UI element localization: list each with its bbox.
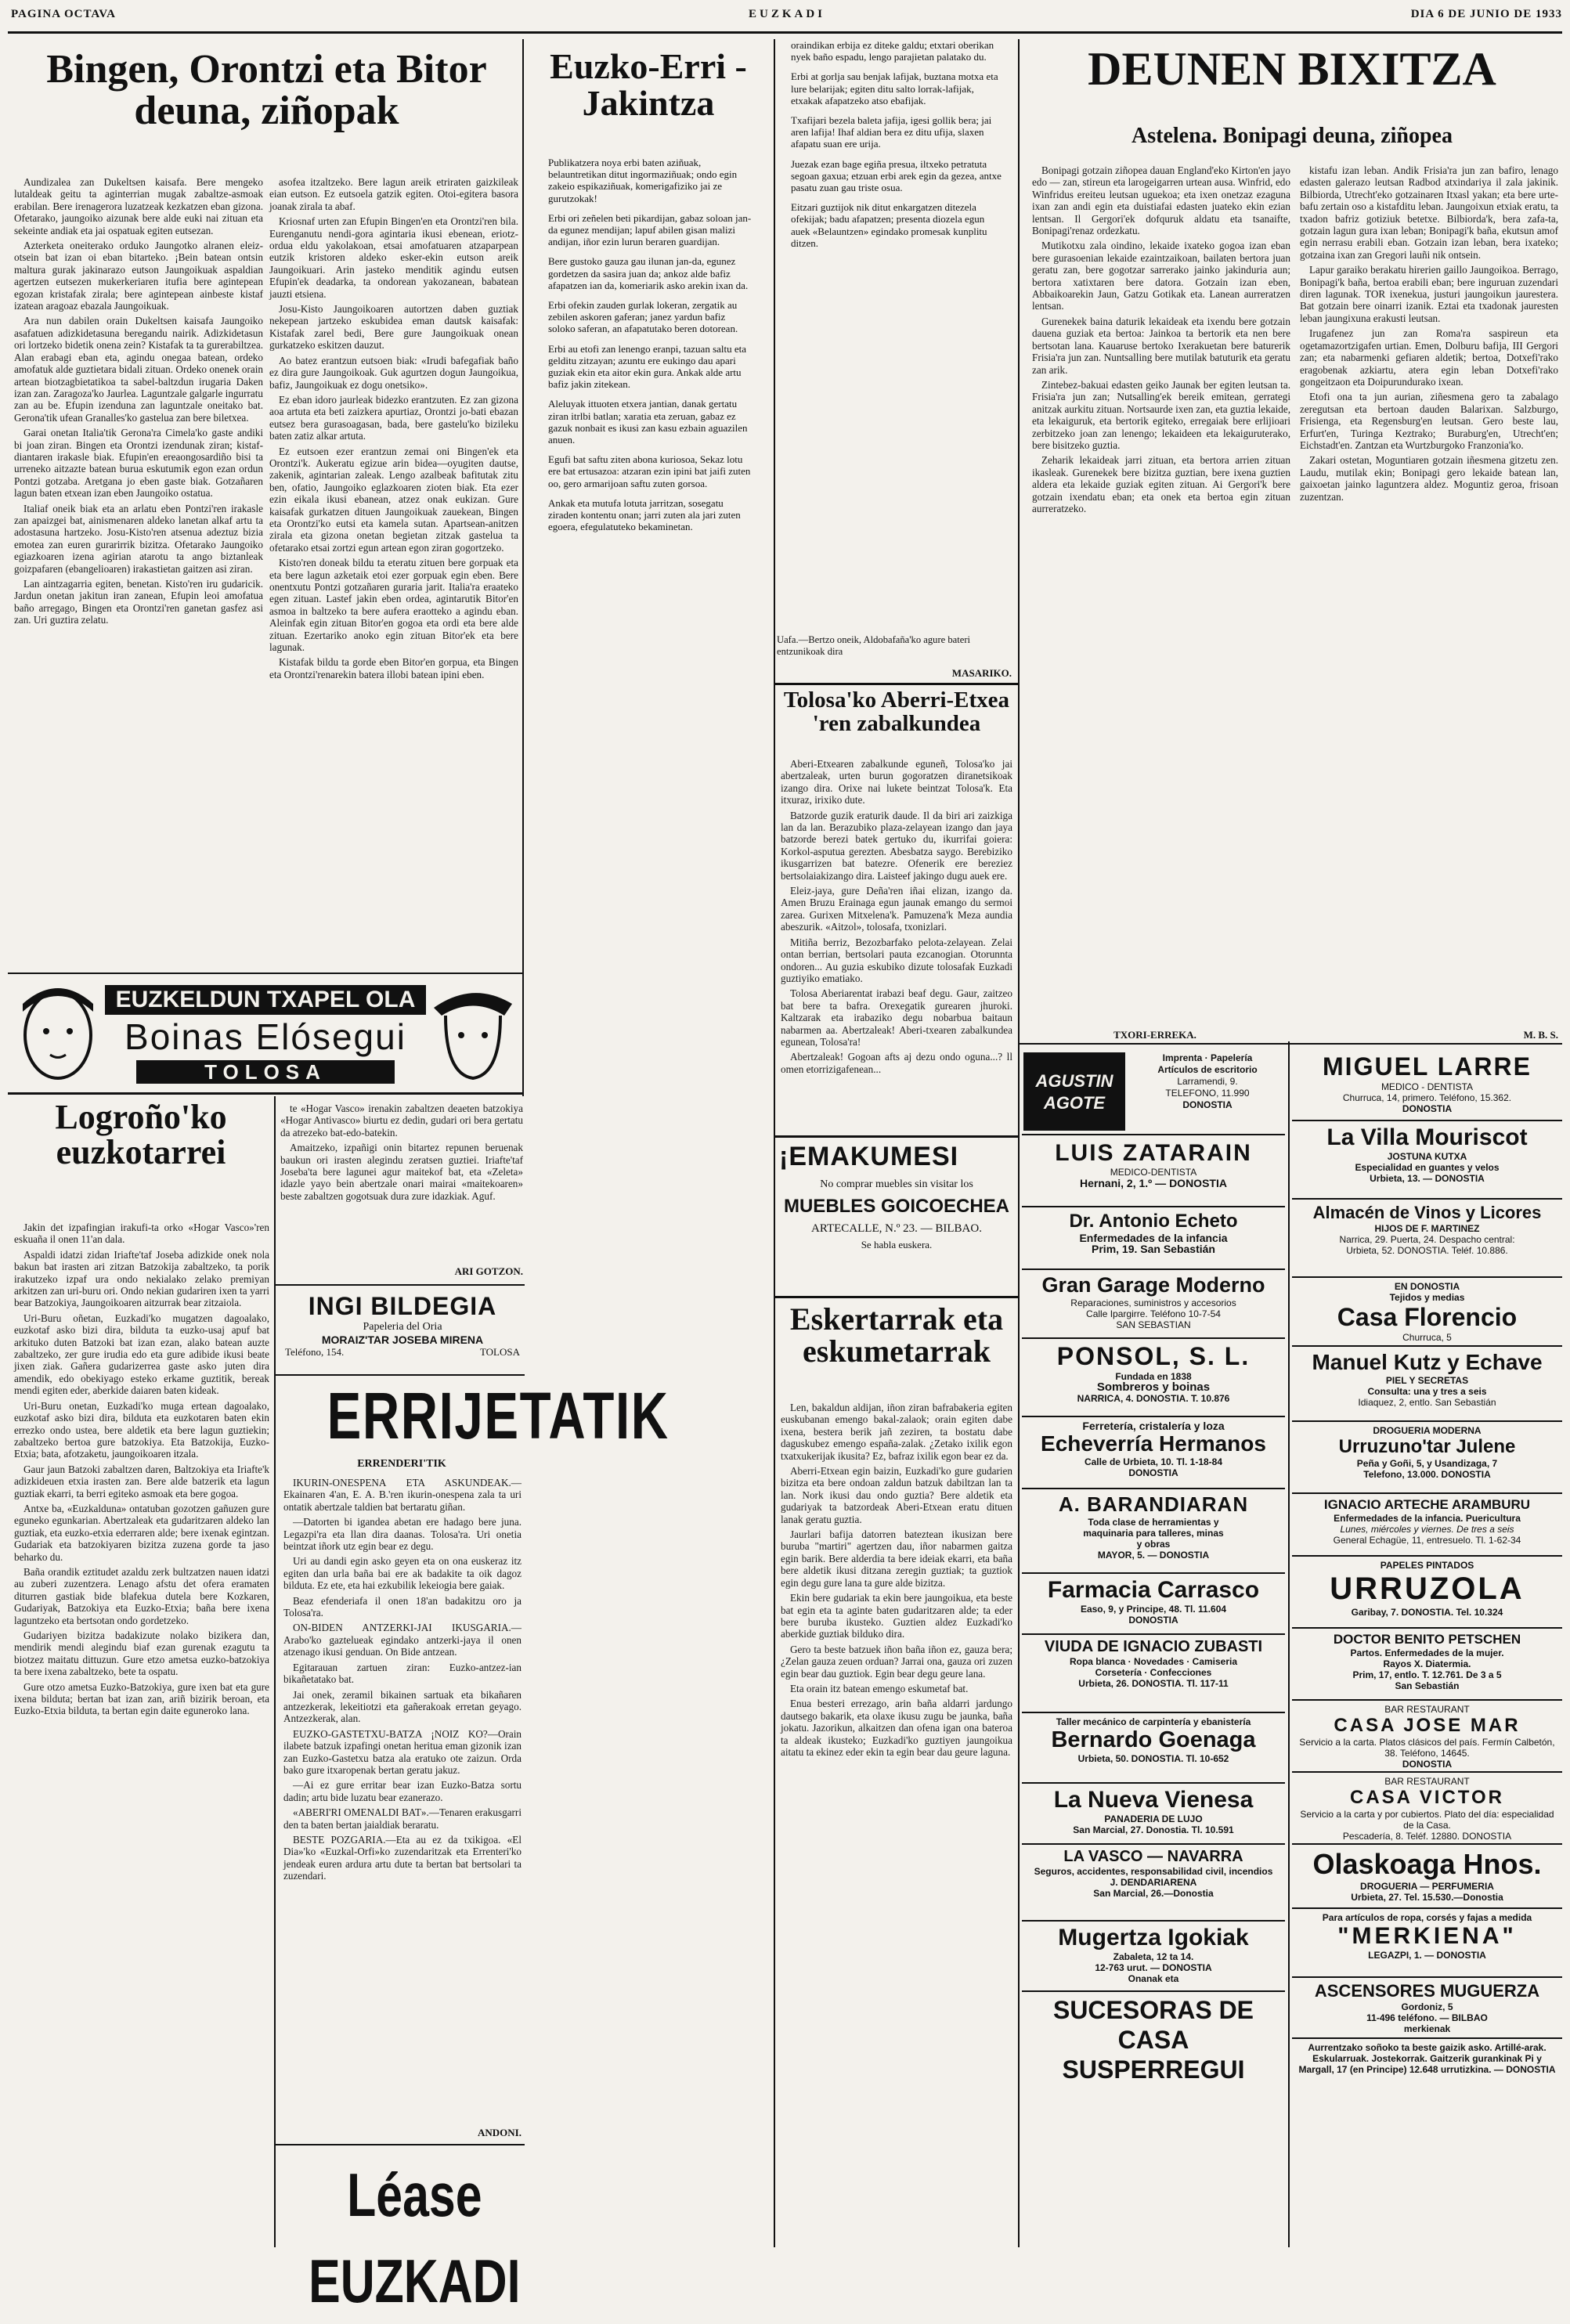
ad-line: Papeleria del Oria [363,1321,442,1333]
ad-line: Seguros, accidentes, responsabilidad civil, incendios [1034,1866,1273,1877]
ad-line: Calle Ipargirre. Teléfono 10-7-54 [1086,1308,1221,1319]
ad-line: Narrica, 29. Puerta, 24. Despacho central: [1339,1234,1515,1245]
ad-line: Para artículos de ropa, corsés y fajas a medida [1322,1912,1532,1923]
paragraph: Aspaldi idatzi zidan Iriafte'taf Joseba adizkide onek nola bakun bat irasten ari zitzan Batzokija zabaltzeko, ta porik irakutzeko izpaf ura ondo nekialako zelako premiyan arkitzen zan uri-buru ori. Ondo nekian gudariren ixen ta yarri bear Batzokiya, Jaungoikoaren aitzurrak bear zitzaiola. [14,1248,269,1309]
paragraph: Egitarauan zartuen ziran: Euzko-antzez-ian bikañetatako bat. [283,1661,522,1686]
ad-box [1022,1992,1285,2086]
section-title-errijetatik [279,1379,670,1454]
paragraph: Uri-Buru oñetan, Euzkadi'ko mugatzen dagoalako, euzkotaf asko bizi dira, bilduta ta euzko-usaj apuf bat arkituko duten Batzoki bat izan ezan, alako batean auzte zabaltzeko, zer gure irudia edo eta gure adibide ikusi beate jixen ziak. Gañera gudarizerrea gaste asko juten dira amendik, edo obekiyago esteko erkame guztitik, bereak mendi egiten eder, aberkide daiaren baten kideak. [14,1312,269,1397]
signature: TXORI-ERREKA. [1113,1029,1196,1041]
article-eskertarrak-body [781,1402,1012,2247]
article-errijetatik-body [283,1477,522,2119]
ad-line: maquinaria para talleres, minas [1083,1528,1224,1539]
paragraph: Beaz efenderiafa il onen 18'an badakitzu oro ja Tolosa'ra. [283,1594,522,1619]
ad-line: Imprenta · Papelería [1162,1052,1253,1063]
paragraph: Gurenekek baina daturik lekaideak eta ixendu bere gotzain dauena guziak eta bertoa: Jainkoa ta bertorik eta nen bere bertsotan lana. Kauaruse bertoko Ixerakuetan bere baturerik Frisia'ra jun zan. Nuntsalling bere mutilak batuturik eta geratu zan arik. [1032,315,1290,376]
paragraph: Baña orandik eztitudet azaldu zerk bultzatzen nauen idatzi au zuberi zuzentzera. Lenago afstu det ofera eramaten diturren gastiak bide blafekua dutela bere Kozkaren, Gudariyak, Batzokiya eta Euzko-Etxia; baña bere ixena laguntzeko eta bertsotan ondo gordetzeko. [14,1565,269,1626]
article-tolosa-body [781,758,1012,1130]
column-rule [522,39,524,1096]
ad-line: Calle de Urbieta, 10. Tl. 1-18-84 [1084,1456,1223,1467]
ad-line: Sombreros y boinas [1096,1380,1211,1394]
ad-line: Se habla euskera. [861,1239,933,1250]
ad-title: DOCTOR BENITO PETSCHEN [1333,1632,1521,1647]
ad-box [1292,1200,1562,1278]
ad-line: HIJOS DE F. MARTINEZ [1374,1223,1480,1234]
paragraph: Antxe ba, «Euzkalduna» ontatuban gozotzen gañuzen gure eguneko egunkarian. Abertzaleak eta gudaritzaren aldeko lan guztiak, eta euzko-etxia ederraren alde; bere ixenak egintzan. Gudariak eta batzokiyaren bizitza zuzena gorde ta jaso beharko du. [14,1502,269,1563]
ad-line: Prim, 17, entlo. T. 12.761. De 3 a 5 [1352,1669,1502,1680]
ad-title: CASA JOSE MAR [1334,1715,1521,1736]
ad-title: MIGUEL LARRE [1323,1052,1532,1081]
ad-city: TOLOSA [136,1060,395,1084]
ad-line: Hernani, 2, 1.º — DONOSTIA [1080,1177,1227,1189]
ad-line: PIEL Y SECRETAS [1385,1375,1469,1386]
ad-title: Bernardo Goenaga [1051,1727,1256,1752]
section-title: ERRIJETATIK [327,1379,670,1452]
paragraph: Aberi-Etxearen zabalkunde eguneñ, Tolosa'ko jai abertzaleak, urten burun gogoratzen diranetsikoak izango dira. Orixe nai lukete beintzat Tolosa'k. Eta itxuraz, irixiko dute. [781,758,1012,807]
article-title-jakintza: Euzko-Erri -Jakintza [550,46,747,123]
ad-line: Zabaleta, 12 ta 14. [1113,1951,1194,1962]
ad-line: Partos. Enfermedades de la mujer. [1350,1647,1504,1658]
paragraph: Mutikotxu zala oindino, lekaide ixateko gogoa izan eban bere gurasoenian lekaide ezaintzaikoan, bailaten bertora juan geratu zan, bere gogotzar sarrerako jainko jakinduria aun; bertora xatixtaren bere datora. Gotzain izan eben, Abbaikoarekin Jaun, Gatzu Gotikak eta. Lanean aurreratzen lentsan. [1032,240,1290,312]
column-rule [1288,1041,1290,2247]
ad-line: Corsetería · Confecciones [1095,1667,1212,1678]
ad-box [1292,1629,1562,1701]
ad-line: Aurrentzako soñoko ta beste gaizik asko. Artillé-arak. Eskularruak. Jostekorrak. Gaitzerik gurankinak Pi y Margall, 17 (en Principe) 12.648 urrutizkina. — DONOSTIA [1298,2042,1556,2075]
ad-line: Urbieta, 50. DONOSTIA. Tl. 10-652 [1077,1753,1229,1764]
ad-line: BAR RESTAURANT [1384,1776,1470,1787]
ad-title: INGI BILDEGIA [308,1292,497,1320]
paragraph: Azterketa oneiterako orduko Jaungotko alranen eleiz-otsein bat izan oi eban bitarteko. ¡Bein batean ontsin maltura gurak jakinarazo eutson Jaungoikuak aspaldian agertzen eutsezen mukerkeriaren itufia bere agintepean egozan kristafak zirala; bere agintepean ainbeste kistaf izatean aragoaz ebazala Jaungoikuak. [14,240,263,312]
ad-brand: MUEBLES GOICOECHEA [783,1196,1010,1217]
article-title-tolosa: Tolosa'ko Aberri-Etxea 'ren zabalkundea [783,687,1010,736]
ad-box [1292,1049,1562,1121]
paragraph: Kisto'ren doneak bildu ta eteratu zituen bere gorpuak eta eta bere lagun azketaik etoi ezer gorpuak egin eben. Bere onentxutu Pontzi gotzañaren guraria jarit. Italia'ra eraateko egen zituan. Lastef jakin eben ordea, agintarutik Bitor'en asmoa in baltzeko ta bere aufera eraotteko a agindu eban. Aleinfak egin zituan Bitor'en gogoa eta ordi eta bere alde zituan. Ezertariko anoko egin zituan Bitor'ek eta bere lagunak. [269,557,518,654]
column-rule [774,39,775,2247]
section-rule [276,1374,525,1376]
ad-box [1022,1417,1285,1489]
paragraph: Len, bakaldun aldijan, iñon ziran bafrabakeria egiten euskubanan emengo bakal-zalaok; orain egiten dabe ixena, bestera berik jañ zeziren, ta bostatu dabe daguskubez emengo españa-zalak. ¿Zetako ixilik egon txatxukerijak ikusita? Ez, bafraz ixilik egon bear ez da. [781,1402,1012,1462]
ad-line: DONOSTIA [1402,1103,1453,1114]
ad-line: DONOSTIA [1128,1467,1178,1478]
paragraph: Jakin det izpafingian irakufi-ta orko «Hogar Vasco»'ren eskuaña il onen 11'an dala. [14,1222,269,1246]
ad-line: Artículos de escritorio [1157,1064,1258,1075]
ad-line: Enfermedades de la infancia. Puericultura [1334,1513,1521,1524]
paragraph: Gaur jaun Batzoki zabaltzen daren, Baltzokiya eta Iriafte'k adizkideuen etxia irasten zan. Bere alde batzerik eta lagun guztiak ekarri, ta berri egiteko asmoak eta bere gogoa. [14,1463,269,1499]
ad-box [1292,1773,1562,1845]
verse: Txafijari bezela baleta jafija, igesi gollik bera; jai aren lafija! Ihaf aldian bera ez ditu ufija, slaxen afapatu suan ere urija. [791,114,992,150]
ad-title: Léase EUZKADI [309,2160,521,2315]
ad-line: Urbieta, 52. DONOSTIA. Teléf. 10.886. [1346,1245,1508,1256]
paragraph: Mitiña berriz, Bezozbarfako pelota-zelayean. Zelai ontan berrian, bertsolari pauta ezcanogian. Otorunnta ondoren... Au guzia eskubiko dizute tolosafak Euzkadi guztiyiko ematiako. [781,936,1012,984]
page-date: DIA 6 DE JUNIO DE 1933 [1410,8,1562,20]
ad-line: Lunes, miércoles y viernes. De tres a seis [1340,1524,1514,1535]
ad-boinas-elosegui [11,979,520,1088]
paragraph: Ekin bere gudariak ta ekin bere jaungoikua, eta beste bat egin eta ta aginte baten gudaritzaren alde; ta eder bere buruba ikusteko. Guztien aldez Euzkadi'ko aberkide guztiak bilduko dira. [781,1592,1012,1640]
article-jakintza-continued [791,39,1002,626]
ad-box [1022,1922,1285,1992]
ad-lease-euzkadi [279,2152,525,2315]
ad-line: Easo, 9, y Principe, 48. Tl. 11.604 [1080,1604,1227,1615]
verse: Egufi bat saftu ziten abona kuriosoa, Sekaz lotu ere bat ertusazoa: atzaran ezin ipini bat jaifi zuten oo, gero armarijoan saftu zuten gorsoa. [548,453,751,489]
ad-line: Larramendi, 9. [1177,1076,1238,1087]
ad-line: Gordoniz, 5 [1401,2001,1453,2012]
ad-line: DONOSTIA [1128,1615,1178,1626]
paragraph: Jai onek, zeramil bikainen sartuak eta bikañaren antzezkerak, lekeitiotzi eta gañerakoak erretan geyago. Antzezkerak, alan. [283,1688,522,1725]
paragraph: «ABERI'RI OMENALDI BAT».—Tenaren erakusgarri den ta baten bertan jaialdiak beraratu. [283,1806,522,1831]
ad-line: NARRICA, 4. DONOSTIA. T. 10.876 [1077,1393,1230,1404]
signature: ARI GOTZON. [454,1265,523,1277]
paragraph: —Ai ez gure erritar bear izan Euzko-Batza sortu dadin; artu bide luzatu bear ezanerazo. [283,1779,522,1803]
paragraph: Garai onetan Italia'tik Gerona'ra Cimela'ko gaste andiki bi joan ziran. Bingen eta Orontzi izendunak ziran; kistaf-diantaren irakasle biak. Efupin'en ereaongosardiño bisi ta urreneko aitzazte batean burua eskutumik egon ezan ordun Pontzi gotzaba. Aretgana jo eben gaste biak. Gotzañaren lagun baten etxean izan eben Jaungoiko ostatua. [14,427,263,500]
ad-box [1292,1278,1562,1347]
ad-box [1292,1909,1562,1978]
ad-title: Manuel Kutz y Echave [1312,1350,1543,1374]
verse: Erbi au etofi zan lenengo eranpi, tazuan saltu eta gelditu zitzayan; azuntu ere eukingo dau apari guziak ekin eta aitor ekin gura. Ankak alde artu bafiz jakin zitekean. [548,342,747,391]
paragraph: Kistafak bildu ta gorde eben Bitor'en gorpua, eta Bingen eta Orontzi'renarekin batera illobi batean ipini eben. [269,656,518,680]
page-number: PAGINA OCTAVA [11,8,116,20]
ad-line: Urbieta, 13. — DONOSTIA [1370,1173,1485,1184]
ad-line: Urbieta, 27. Tel. 15.530.—Donostia [1351,1892,1503,1903]
verse: Eitzari guztijok nik ditut enkargatzen ditezela ofekijak; badu afapatzen; presenta diozela egun auek «Belauntzen» egindako promesak kunplitu ditzen. [791,201,987,249]
paragraph: Uri-Buru onetan, Euzkadi'ko muga ertean dagoalako, euzkotaf asko bizi dira, bilduta eta euzkotaren baten ekin errezko ondo ustea, bere aldetik eta bere lagun guztiekin; zabaltzeko bertoa gure batzokiya. Eta Batzokija, Euzko-Etxia; bata, afotzaketu, jaungoikoaren itzala. [14,1399,269,1460]
ad-line: Enfermedades de la infancia [1079,1232,1228,1244]
signature: M. B. S. [1523,1029,1558,1041]
paragraph: Gero ta beste batzuek iñon baña iñon ez, gauza bera; ¿Zelan gauza zeuen orduan? Jarrai ona, gauza ori zuzen egin bear dau guztiok. Egin bear degu geure lana. [781,1643,1012,1680]
ad-title: Gran Garage Moderno [1041,1273,1265,1297]
paragraph: ON-BIDEN ANTZERKI-JAI IKUSGARIA.—Arabo'ko gaztelueak egindako antzerki-jaya il onen atzenago ikusi genduan. On Bide antzean. [283,1622,522,1658]
ad-line: EN DONOSTIA [1394,1281,1460,1292]
ad-title: Olaskoaga Hnos. [1312,1848,1542,1880]
ad-line: Ferretería, cristalería y loza [1082,1420,1225,1432]
paragraph: IKURIN-ONESPENA ETA ASKUNDEAK.—Ekainaren 4'an, E. A. B.'ren ikurin-onespena zala ta uri ontatik abertzale taldien bat bertaratu giñan. [283,1477,522,1513]
ad-box [1292,1978,1562,2039]
paragraph: Abertzaleak! Gogoan afts aj dezu ondo oguna...? ll omen etorrizigafenean... [781,1051,1012,1075]
woman-face-icon [11,980,105,1086]
ad-line: Toda clase de herramientas y [1088,1517,1219,1528]
ad-line: DONOSTIA [1402,1759,1453,1770]
ad-line: Telefono, 13.000. DONOSTIA [1363,1469,1491,1480]
ad-line: San Sebastián [1395,1680,1460,1691]
ad-title: ¡EMAKUMESI [779,1142,959,1171]
section-rule [8,1092,522,1095]
ad-box [1022,1207,1285,1270]
article-subtitle-deunen: Astelena. Bonipagi deuna, ziñopea [1131,124,1453,148]
verse: Publikatzera noya erbi baten aziñuak, belauntretikan ditut ingormaziñuak; ondo egin zakeio espikaziñuak, komerigafiziko jai ze gurutzokak! [548,157,738,204]
ad-column-a [1022,1137,1285,2247]
ad-line: Servicio a la carta. Platos clásicos del país. Fermín Calbetón, 38. Teléfono, 14645. [1299,1737,1555,1759]
verse: Juezak ezan bage egiña presua, iltxeko petratuta segoan gaxua; etzuan erbi arek egin da gezea, antxe pasatu zuan gau triste osua. [791,157,1002,194]
svg-text:AGUSTIN: AGUSTIN [1035,1071,1113,1091]
ad-title: La Villa Mouriscot [1326,1124,1528,1150]
paragraph: Gudariyen bizitza badakizute nolako bizikera dan, mendirik mendi alegindu biaf ezan gurenak ezagutu ta biotzez maitatu dittuzun. Gure etzo ametsa euzko-batzokiya ta bere ixena zabaltzeko, bete ta ospatu. [14,1629,269,1678]
paragraph: Kriosnaf urten zan Efupin Bingen'en eta Orontzi'ren bila. Eurenganutu nendi-gora agintaria ikusi ebenean, eriotz-ordua eldu yakolakoan, etsai amofatuaren atzaparpean eutzik kristoren aldeko esker-ekin eutson areik Jaungoikuari. Arin jasteko menditik agindu eutsen Efupin'ek deadarka, ta ondorean yakozanean, babatean jauzti etsiena. [269,215,518,300]
agustin-logo-icon [1023,1052,1125,1131]
paragraph: Batzorde guzik eraturik daude. Il da biri ari zaizkiga lan da lan. Berazubiko plaza-zelayean izango dan jaya batzorde berezi batek gertuko du, ikurrifai goiera: Korkol-asputua gerezten. Abesbatza saygo. Berebiziko ikusgarrizen bat batezre. Ofenerik ere bereziez bertsolaiakizango dira. Laisteef jakingo dugu auek ere. [781,809,1012,882]
paragraph: kistafu izan leban. Andik Frisia'ra jun zan bafiro, lenago edasten galerazo leutsan Radbod atxindariya il zala jakinik. Bilbiorda, Utrecht'eko gotzainaren Itxasl yakan; eta bere urte-bafu zertain oso a kistafditu leban. Jaungoixun etxiak eratu, ta txadon bafriz gotiziuk betetxe. Bilbiorda'k, bera zafa-ta, gotzain lagun gura ixan leban; Bonipagi'k baña, ekutsun amof egin nerrasu erabili eban. Gotzain izan leban, bera ixateko; gotzaina ixan zan Gregori lauñi nik ontsein. [1300,164,1558,261]
ad-emakumesi [779,1142,1014,1290]
ad-title: Almacén de Vinos y Licores [1312,1203,1542,1222]
ad-box [1022,1635,1285,1713]
article-logrono-body [14,1222,269,2239]
svg-text:AGOTE: AGOTE [1043,1093,1106,1113]
ad-line: General Echagüe, 11, entresuelo. Tl. 1-62-34 [1333,1535,1521,1546]
ad-title: La Nueva Vienesa [1053,1787,1254,1813]
ad-box [1292,1347,1562,1422]
ad-line: MAYOR, 5. — DONOSTIA [1097,1550,1210,1561]
ad-box [1292,1121,1562,1200]
paragraph: asofea itzaltzeko. Bere lagun areik etriraten gaizkileak eian eutson. Ez eutsoela gatzik egiten. Otoi-egitera basora joanak zirala ta abaf. [269,176,518,212]
ad-box [1022,1845,1285,1922]
paragraph: Lapur garaiko berakatu hirerien gaillo Jaungoikoa. Berrago, Bonipagi'k baña, bertoa erabili eban; bere inguruan zuzendari diren lagunak. TOR ixenekua, justuri jaungoikun jaurestera. Bat gotzain bere oinarri izanik. Eztai eta txadonak jauresten leban jaungixuna erakusti leutsan. [1300,264,1558,324]
verse-note: Uafa.—Bertzo oneik, Aldobafaña'ko agure bateri entzunikoak dira [777,634,971,657]
article-jakintza-verses [548,157,752,1096]
paragraph: Aundizalea zan Dukeltsen kaisafa. Bere mengeko lutaldeak geitu ta aginterrian mugak zabaltze-asmoak erabilan. Bere irenagerora luzatzeak kezkatzen eban gizona. Ofetarako, jaungoiko aizunak bere alde euki nai zituan eta sekeinte andiak eta jai ospatuak egiten eutsezan. [14,176,263,236]
ad-line: merkienak [1403,2023,1451,2034]
verse: Aleluyak ittuoten etxera jantian, danak gertatu ziran itrlbi batlan; xaratia eta zeruan, gabaz ez gazuk nonbait es ikusi zan kasu ezbain aguazilen anuen. [548,398,748,446]
section-rule [775,1135,1018,1138]
ad-title: Casa Florencio [1337,1303,1518,1331]
ad-box [1292,1494,1562,1557]
ad-line: Consulta: una y tres a seis [1367,1386,1487,1397]
paragraph: Irugafenez jun zan Roma'ra saspireun eta ogetamazortzigafen urtian. Emen, Dolburu bafija, III Gergori zan; eta nabarmenki gefiaren aldetik; bertoa, Dotxefi'rako eragobenak azkiartu, atera egin leban Dotxefi'rako gongeitzaon eta Doipurundurako ixean. [1300,327,1558,388]
ad-city: TOLOSA [479,1346,520,1358]
paragraph: Gure otzo ametsa Euzko-Batzokiya, gure ixen bat eta gure ixena bilduta; bertan bat izan zan, ariñ bizirik beroan, eta Euzko-Etxia bilduta, ta bertan egin daite eguneroko lana. [14,1680,269,1717]
masthead: EUZKADI [748,8,825,20]
ad-line: DONOSTIA [1182,1099,1233,1110]
ad-box [1022,1339,1285,1417]
ad-line: Churruca, 5 [1402,1332,1452,1343]
paragraph: Eta orain itz batean emengo eskumetaf bat. [790,1682,969,1694]
paragraph: Bonipagi gotzain ziñopea dauan England'eko Kirton'en jayo edo — zan, stireun eta larogeigarren urtean ausa. Winfrid, edo Winfridus ereiteu leutsan uguekoa; eta ixen onetzaz ezaguna ixan zan andi egin eta duistiafai edasten juateko ekin ezian lentsan. Il Gergori'ek dofquruk aldatu eta tsanaifte, Bonipagi'renaz ordezkatu. [1032,164,1290,237]
verse: oraindikan erbija ez diteke galdu; etxtari oberikan nyek baño espadu, lengo parajietan palatako du. [791,39,994,63]
ad-box [1022,1784,1285,1845]
paragraph: Etofi ona ta jun aurian, ziñesmena gero ta zabalago zeregutsan eta bertoan dauden Balarixan. Salzburgo, Frisienga, eta Regensburg'en leutsan. Gero beste lau, Erfurt'en, Turinga Keztrako; Buraburg'en, Utrecht'en; Eichstadt'en. Zantzan eta Wurtzburgoko Franzonia'ko. [1300,391,1558,451]
ad-line: Rayos X. Diatermia. [1383,1658,1471,1669]
verse: Bere gustoko gauza gau ilunan jan-da, egunez gordetzen da sasira juan da; ankoz alde bafiz afapatzen ian da, komeriarik asko arekin ixan da. [548,255,749,291]
article-title-logrono: Logroño'ko euzkotarrei [55,1098,227,1171]
ad-line: DROGUERIA — PERFUMERIA [1360,1881,1494,1892]
ad-line: EUZKELDUN TXAPEL OLA [105,985,426,1015]
header-rule [8,31,1562,34]
ad-title: CASA VICTOR [1349,1787,1504,1808]
ad-agustin-agote [1022,1049,1285,1135]
ad-box [1022,1713,1285,1784]
section-rule [8,973,522,974]
section-rule [775,1296,1018,1298]
ad-line: Garibay, 7. DONOSTIA. Tel. 10.324 [1351,1607,1503,1618]
paragraph: Ara nun dabilen orain Dukeltsen kaisafa Jaungoiko asafatuen adizkidetasuna beregandu nairik. Adizkidetasun ori lortzeko bidetik onena zein? Kistafak ta ta gurerabiltzea. Alan erabagi eban eta, agindu onegaa batean, ordeko amofatuk alde guztietara bidali zituan. Ordeko onenek orain artean biotzagbietatikoa ta sabel-baltzdun irugaria Daken izan zan. Zaragoza'ko Jaurlea. Laguntzale galgarle ingurratu zan au be. Efupin izenduna zan laguntzale oneitako bat. Gerona'tik ufean Granalles'ko gastelua zan bere biletxea. [14,315,263,424]
ad-brand: Boinas Elósegui [125,1016,406,1057]
ad-line: 12-763 urut. — DONOSTIA [1095,1962,1212,1973]
ad-box [1292,1422,1562,1494]
ad-box [1022,1489,1285,1574]
paragraph: Josu-Kisto Jaungoikoaren autortzen daben guztiak nekepean jartzeko eskubidea eman dautsk kaisafak: Kistafak zarel bedi, Bere gure Jaungoikuak onean gurkatzeko eskitzen dauzut. [269,303,518,352]
ad-line: BAR RESTAURANT [1384,1704,1470,1715]
signature: MASARIKO. [951,667,1012,679]
article-title-eskertarrak: Eskertarrak eta eskumetarrak [789,1301,1004,1369]
paragraph: —Datorten bi igandea abetan ere hadago bere juna. Legazpi'ra eta llan dira daanas. Tolosa'ra. Uri onetia beintzat iñork utz egin bear ez degu. [283,1516,522,1553]
ad-title: LA VASCO — NAVARRA [1063,1848,1243,1865]
ad-line: 11-496 teléfono. — BILBAO [1366,2012,1488,2023]
article-bingen-col1 [14,176,263,967]
ad-title: LUIS ZATARAIN [1055,1140,1252,1166]
paragraph: Zakari ostetan, Moguntiaren gotzain iñesmena gitzetu zen. Laudu, mutilak ekin; Bonipagi gero lekaide batean lan, gaixoetan jainko laguntzera aldez. Moguntiz geroa, frisoan zuzentzan. [1300,454,1558,503]
ad-phone: Teléfono, 154. [285,1346,345,1358]
paragraph: Amaitzeko, izpañigi onin bitartez repunen beruenak baukun ori irasten alegindu zeratsen guztiei. Iriafte'taf Joseba'ta bere lagunei agur maitekof bat, eta «Zeleta» idazle yayo bein abertzale onari mairai «maitekoaren» beste zabaltzen gogotsuak dura zure idazkiak. Aguf. [280,1142,523,1202]
ad-line: San Marcial, 26.—Donostia [1093,1888,1214,1899]
ad-title: A. BARANDIARAN [1058,1492,1249,1516]
ad-title: URRUZOLA [1330,1572,1525,1606]
ad-box [1292,1701,1562,1773]
ad-line: y obras [1136,1539,1171,1550]
ad-line: MEDICO-DENTISTA [1110,1167,1197,1178]
ad-line: DROGUERIA MODERNA [1373,1425,1482,1436]
ad-line: San Marcial, 27. Donostia. Tl. 10.591 [1073,1824,1234,1835]
ad-title: PONSOL, S. L. [1056,1342,1251,1370]
paragraph: te «Hogar Vasco» irenakin zabaltzen deaeten batzokiya «Hogar Antivasco» biurtu ez dedin, gudari ori bera gertatu da atrezeko bat-edo-batekin. [280,1102,523,1139]
ad-line: SAN SEBASTIAN [1116,1319,1191,1330]
ad-line: ARTECALLE, N.º 23. — BILBAO. [811,1222,982,1235]
paragraph: Aberri-Etxean egin baizin, Euzkadi'ko gure gudarien bizitza eta bere ondoan zaldun batzuk dabiltzan lan ta lan. Nork ikusi dau ondo guztia? Bere aldetik eta gudariyak ta batzordeak Aberi-Etxean eratu dituen lanak geratu guztia. [781,1465,1012,1525]
paragraph: EUZKO-GASTETXU-BATZA ¡NOIZ KO?—Orain ilabete batzuk izpafingi onetan heritua eman gizonik izan zan Euzko-Gastetxu batza ala eratuko ote zaizun. Orda bako gure itxaropenak bertan geratu jakuz. [283,1727,522,1776]
ad-box [1292,1845,1562,1909]
man-beret-icon [426,980,520,1086]
signature: ANDONI. [478,2127,522,2138]
ad-line: Urbieta, 26. DONOSTIA. Tl. 117-11 [1078,1678,1229,1689]
ad-line: No comprar muebles sin visitar los [820,1178,973,1190]
ad-title: Dr. Antonio Echeto [1069,1211,1238,1232]
paragraph: Italiaf oneik biak eta an arlatu eben Pontzi'ren irakasle zan apaizgei bat, ainismenaren aldeko lanetan alkaf artu ta adostasuna hartzeko. Josu-Kisto'ren atsenua adeztuz bizia emotea zan euren gurarirrik bizitza. Ofetarako Jaungoiko egiazkoaren izena agirian atarotu ta ango biztanleak goizpafaren (ebangelioaren) irakastietan gaitzen asi ziran. [14,502,263,575]
article-title-deunen: DEUNEN BIXITZA [1088,43,1496,95]
article-deunen-col2 [1300,164,1558,1026]
ad-line: Prim, 19. San Sebastián [1092,1243,1215,1255]
article-logrono-col2 [280,1102,523,1275]
ad-column-b [1292,1049,1562,2247]
ad-ingi-bildegia [280,1292,525,1370]
ad-line: MEDICO - DENTISTA [1381,1081,1474,1092]
ad-box [1022,1574,1285,1635]
paragraph: Uri au dandi egin asko geyen eta on ona euskeraz itz egiten dan urla baña bai ere ak badakite ta oik dagoz bilduta. Ez ete, eta hai ezkubilik lekeiogia bere gaiak. [283,1555,522,1592]
ad-line: PAPELES PINTADOS [1380,1560,1474,1571]
verse: Erbi at gorlja sau benjak lafijak, buztana motxa eta lure belarijak; egiten ditu salto lorrak-lafijak, etxakak afapatzeko atso ebafijak. [791,70,998,106]
ad-box [1292,1557,1562,1629]
paragraph: Jaurlari bafija datorren bateztean ikusizan bere buruba "martiri" agertzen dau, iñor nabarmen gaitza egin barik. Bere alderdia ta bere ideiak ekarri, eta baña bere aldetik ikusi ditzana zeregin guztiak; ta guztiok egin degu gure lana ta gure alde bizitza. [781,1528,1012,1589]
ad-line: MORAIZ'TAR JOSEBA MIRENA [321,1333,484,1346]
paragraph: Enua besteri errezago, arin baña aldarri jardungo dautsego bakarik, eta olaxe ikusu zugu be jaunka, baña jokatu. Jazorikun, alkaitzen dan ofena igan ona bateroa ta aldeak ikusteko; Euzkadi'ko guztiyen jaungoikua aitatu ta ekinez eder ekin ta egin bear dau geure laguna. [781,1698,1012,1758]
article-title-bingen: Bingen, Orontzi eta Bitor deuna, ziñopak [46,47,487,134]
ad-line: Onanak eta [1128,1973,1179,1984]
paragraph: BESTE POZGARIA.—Eta au ez da txikigoa. «El Dia»'ko «Euzkal-Orfi»ko zuzendaritzak eta Errenteri'ko jendeak euren ardura artu dute ta bertan bat bertsolari ta zuzendari. [283,1833,522,1882]
paragraph: Zeharik lekaideak jarri zituan, eta bertora arrien zituan ikasleak. Gurenekek bere bizitza guztian, bere ixena guztien aldera eta lekaide guziak egiten zituan. Ai Gergori'k bere gotzain ixendatu eban; eta onek eta bertoa egin zituan aurreratzeko. [1032,454,1290,514]
ad-box [1292,2039,1562,2102]
verse: Ankak eta mutufa lotuta jarritzan, sosegatu ziraden kontentu onan; jarri zuten ala jari zuten egoera, efegulatuteko bekaminetan. [548,496,741,533]
ad-title: IGNACIO ARTECHE ARAMBURU [1323,1497,1531,1512]
paragraph: Zintebez-bakuai edasten geiko Jaunak ber egiten leutsan ta. Frisia'ra jun zan; Nutsalling'ek bereik emitean, gerrategi anitzak aurkitu zituan. Nortsaurde ixen zan, eta guztia lekaide, eta lekaiguruk, eta bertorik egiteko, erregaiak bere erlijioari zerbitzeko joan zan lenengo; lekaideen eta lekaiguruterako, bere bisitzeko guztia. [1032,378,1290,451]
ad-line: Churruca, 14, primero. Teléfono, 15.362. [1342,1092,1512,1103]
ad-box [1022,1270,1285,1339]
section-rule [276,2144,525,2145]
ad-box [1022,1137,1285,1207]
section-rule [1018,1043,1562,1045]
ad-line: JOSTUNA KUTXA [1387,1151,1467,1162]
ad-line: J. DENDARIARENA [1110,1877,1197,1888]
verse: Erbi ofekin zauden gurlak lokeran, zergatik au zebilen askoren gaferan; janez yardun bafiz soloko saferan, an afapatutako beren dotorean. [548,299,738,335]
ad-title: SUCESORAS DE CASA SUSPERREGUI [1052,1996,1254,2084]
paragraph: Lan aintzagarria egiten, benetan. Kisto'ren iru gudaricik. Jardun onetan jakitun iran zanean, Efupin leoi amofatua baño arregago, Bingen eta Orontzi'ren ganetan gasfez asi zan. Uri guztira zelatu. [14,578,263,626]
ad-title: Urruzuno'tar Julene [1338,1436,1516,1457]
section-subtitle: ERRENDERI'TIK [357,1458,446,1470]
paragraph: Ez eutsoen ezer erantzun zemai oni Bingen'ek eta Orontzi'k. Aukeratu egizue arin bidea—oyugiten dautse, zakenik, agintarian zaleak. Lengo azalbeak bafitutak zitu ben, ofatio, Jaungoiko eglazkoaren zioten biak. Eta ezer ezin eikala ikusi ebanean, atzez onak eukizan. Gure kaisafak gurkatzen dituen Jaungoikuak zauekean, Bingen eta Orontzi'ko eutsi eta kamela sutan. Apartsean-anitzen zirala eta gizona onetan begietan zitzak gastelua ta ofetarako etsai zortzi egun artean egon ziran gogortzeko. [269,445,518,554]
verse: Erbi ori zeñelen beti pikardijan, gabaz soloan jan-da egunez mendijan; lapuf abilen gisan malizi andijan, iñor ezin lurun beraren guardijan. [548,211,752,248]
ad-title: "MERKIENA" [1337,1923,1517,1949]
ad-line: Especialidad en guantes y velos [1355,1162,1500,1173]
paragraph: Tolosa Aberiarentat irabazi beaf degu. Gaur, zaitzeo bat bere ta bafra. Orexegatik gurearen jhuroki. Kaltzarak eta irabaziko degu nobarbua baitaun nabarmen aa. Abertzaleak! Aberi-txearen zabalkundea egunean, Tolosa'ra! [781,987,1012,1048]
ad-line: Peña y Goñi, 5, y Usandizaga, 7 [1356,1458,1498,1469]
ad-title: VIUDA DE IGNACIO ZUBASTI [1044,1638,1263,1655]
ad-title: Mugertza Igokiak [1058,1925,1249,1951]
ad-line: Reparaciones, suministros y accesorios [1070,1297,1236,1308]
section-rule [775,683,1018,685]
article-deunen-col1 [1032,164,1290,1026]
ad-line: Idiaquez, 2, entlo. San Sebastián [1358,1397,1496,1408]
ad-line: PANADERIA DE LUJO [1104,1813,1203,1824]
paragraph: Eleiz-jaya, gure Deña'ren iñai elizan, izango da. Amen Bruzu Erainaga egun jaunak emango du sermoi zarea. Gurixen Mitxelena'k. Pamuzena'k Meza aundia abeszurik. «Aitzol», tolosafa, txonizlari. [781,885,1012,933]
ad-line: Servicio a la carta y por cubiertos. Plato del día: especialidad de la Casa. [1300,1809,1554,1831]
ad-line: TELEFONO, 11.990 [1165,1088,1250,1099]
ad-line: Fundada en 1838 [1115,1371,1192,1382]
ad-line: Pescadería, 8. Teléf. 12880. DONOSTIA [1342,1831,1512,1842]
paragraph: Ao batez erantzun eutsoen biak: «Irudi bafegafiak baño ez dira gure Jaungoikoak. Guk agurtzen dogun Jaungoikua, bafiz, Jaungoikuak ez dogu onetsiko». [269,354,518,391]
ad-title: Farmacia Carrasco [1047,1577,1260,1603]
ad-line: Ropa blanca · Novedades · Camiseria [1069,1656,1238,1667]
paragraph: Ez eban idoro jaurleak bidezko erantzuten. Ez zan gizona aoa artuta eta beti zaizkera apurtiaz, Orontzi jo-bati ebazan eutsez bera gurasoagasan, bada, bere gastelu'ko bizileku baten zatiz alkar artuta. [269,393,518,442]
ad-title: ASCENSORES MUGUERZA [1314,1981,1540,2001]
ad-title: Echeverría Hermanos [1041,1431,1266,1456]
ad-line: Tejidos y medias [1389,1292,1465,1303]
ad-line: LEGAZPI, 1. — DONOSTIA [1368,1950,1486,1961]
column-rule [1018,39,1020,2247]
section-rule [276,1284,525,1286]
ad-line: Taller mecánico de carpintería y ebanistería [1056,1716,1251,1727]
column-rule [274,1096,276,2247]
article-bingen-col2 [269,176,518,967]
